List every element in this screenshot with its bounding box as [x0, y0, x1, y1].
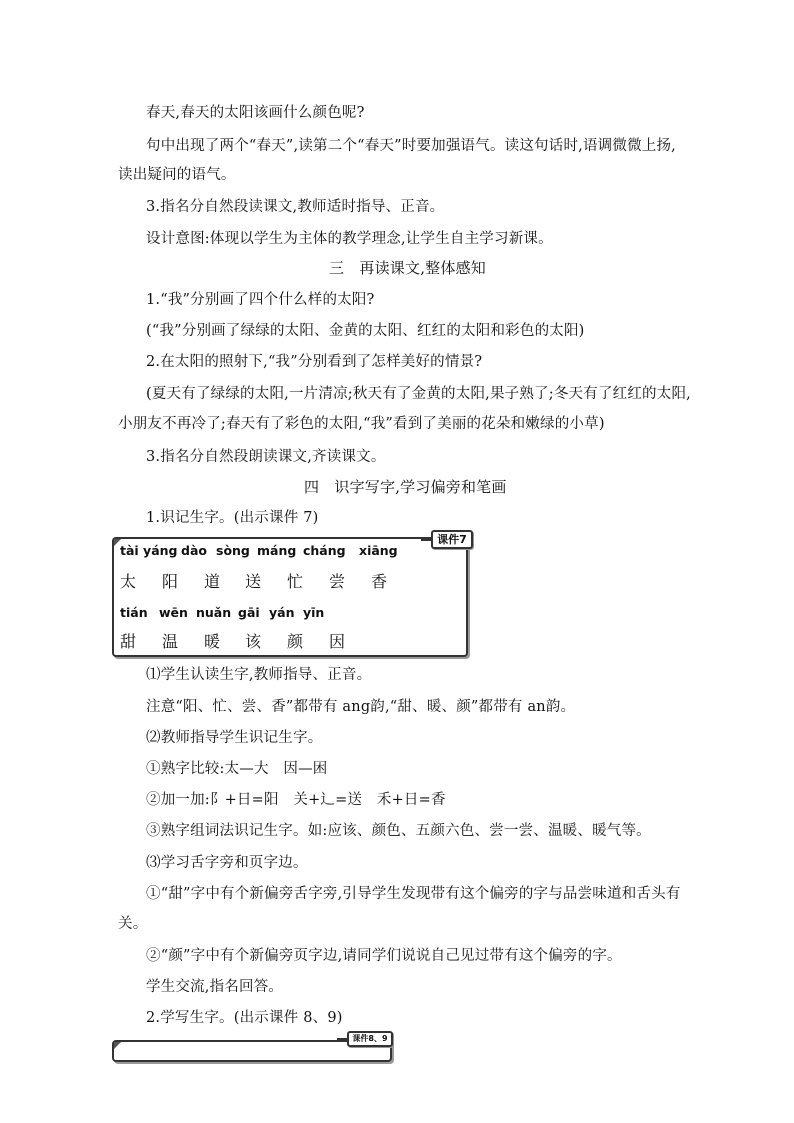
hanzi: 送	[245, 572, 262, 591]
paragraph: 读出疑问的语气。	[118, 167, 236, 183]
paragraph: 句中出现了两个“春天”,读第二个“春天”时要加强语气。读这句话时,语调微微上扬,	[146, 138, 676, 154]
hanzi: 香	[371, 572, 388, 591]
pinyin: dào	[181, 543, 207, 558]
pinyin: tián	[120, 605, 148, 620]
answer: 小朋友不再冷了;春天有了彩色的太阳,“我”看到了美丽的花朵和嫩绿的小草)	[118, 416, 605, 432]
hanzi: 甜	[120, 632, 137, 651]
paragraph: ①“甜”字中有个新偏旁舌字旁,引导学生发现带有这个偏旁的字与品尝味道和舌头有	[146, 886, 681, 902]
paragraph: 春天,春天的太阳该画什么颜色呢?	[146, 105, 365, 121]
pinyin: xiāng	[359, 543, 398, 558]
hanzi: 道	[204, 572, 221, 591]
courseware-7-box	[112, 537, 468, 657]
hanzi: 阳	[162, 572, 179, 591]
courseware-8-9-tag: 课件8、9	[347, 1031, 393, 1047]
paragraph: 设计意图:体现以学生为主体的教学理念,让学生自主学习新课。	[146, 231, 553, 247]
question: 2.在太阳的照射下,“我”分别看到了怎样美好的情景?	[146, 354, 483, 370]
hanzi: 该	[245, 632, 262, 651]
paragraph: 关。	[118, 916, 148, 932]
pinyin: tài yáng	[120, 543, 178, 558]
paragraph: ①熟字比较:太—大 因—困	[146, 761, 328, 777]
pinyin: sòng	[216, 543, 250, 558]
hanzi: 暖	[204, 632, 221, 651]
paragraph: ③熟字组词法识记生字。如:应该、颜色、五颜六色、尝一尝、温暖、暖气等。	[146, 823, 651, 839]
pinyin: yīn	[303, 605, 325, 620]
paragraph: 3.指名分自然段读课文,教师适时指导、正音。	[146, 199, 445, 215]
hanzi: 忙	[287, 572, 304, 591]
pinyin: máng	[257, 543, 297, 558]
step-title: 1.识记生字。(出示课件 7)	[146, 510, 319, 526]
paragraph: 注意“阳、忙、尝、香”都带有 ang韵,“甜、暖、颜”都带有 an韵。	[146, 699, 576, 715]
hanzi: 颜	[287, 632, 304, 651]
question: 1.“我”分别画了四个什么样的太阳?	[146, 292, 375, 308]
paragraph: ⑴学生认读生字,教师指导、正音。	[146, 667, 372, 683]
paragraph: ⑵教师指导学生识记生字。	[146, 730, 323, 746]
step-title: 2.学写生字。(出示课件 8、9)	[146, 1010, 343, 1026]
paragraph: ②加一加:阝+日=阳 关+辶=送 禾+日=香	[146, 792, 446, 808]
corner-mark	[114, 1042, 121, 1049]
pinyin: gāi	[238, 605, 260, 620]
hanzi: 因	[329, 632, 346, 651]
pinyin: wēn	[159, 605, 188, 620]
hanzi: 尝	[329, 572, 346, 591]
pinyin: yán	[269, 605, 295, 620]
answer: (“我”分别画了绿绿的太阳、金黄的太阳、红红的太阳和彩色的太阳)	[146, 323, 585, 339]
courseware-7-tag: 课件7	[431, 530, 473, 549]
paragraph: 学生交流,指名回答。	[146, 979, 284, 995]
pinyin: cháng	[303, 543, 346, 558]
answer: (夏天有了绿绿的太阳,一片清凉;秋天有了金黄的太阳,果子熟了;冬天有了红红的太阳,	[146, 386, 691, 402]
pinyin: nuǎn	[196, 605, 232, 620]
paragraph: ②“颜”字中有个新偏旁页字边,请同学们说说自己见过带有这个偏旁的字。	[146, 948, 622, 964]
hanzi: 太	[120, 572, 137, 591]
section-heading: 三 再读课文,整体感知	[329, 259, 486, 277]
question: 3.指名分自然段朗读课文,齐读课文。	[146, 449, 386, 465]
section-heading: 四 识字写字,学习偏旁和笔画	[304, 478, 507, 496]
paragraph: ⑶学习舌字旁和页字边。	[146, 855, 308, 871]
hanzi: 温	[162, 632, 179, 651]
